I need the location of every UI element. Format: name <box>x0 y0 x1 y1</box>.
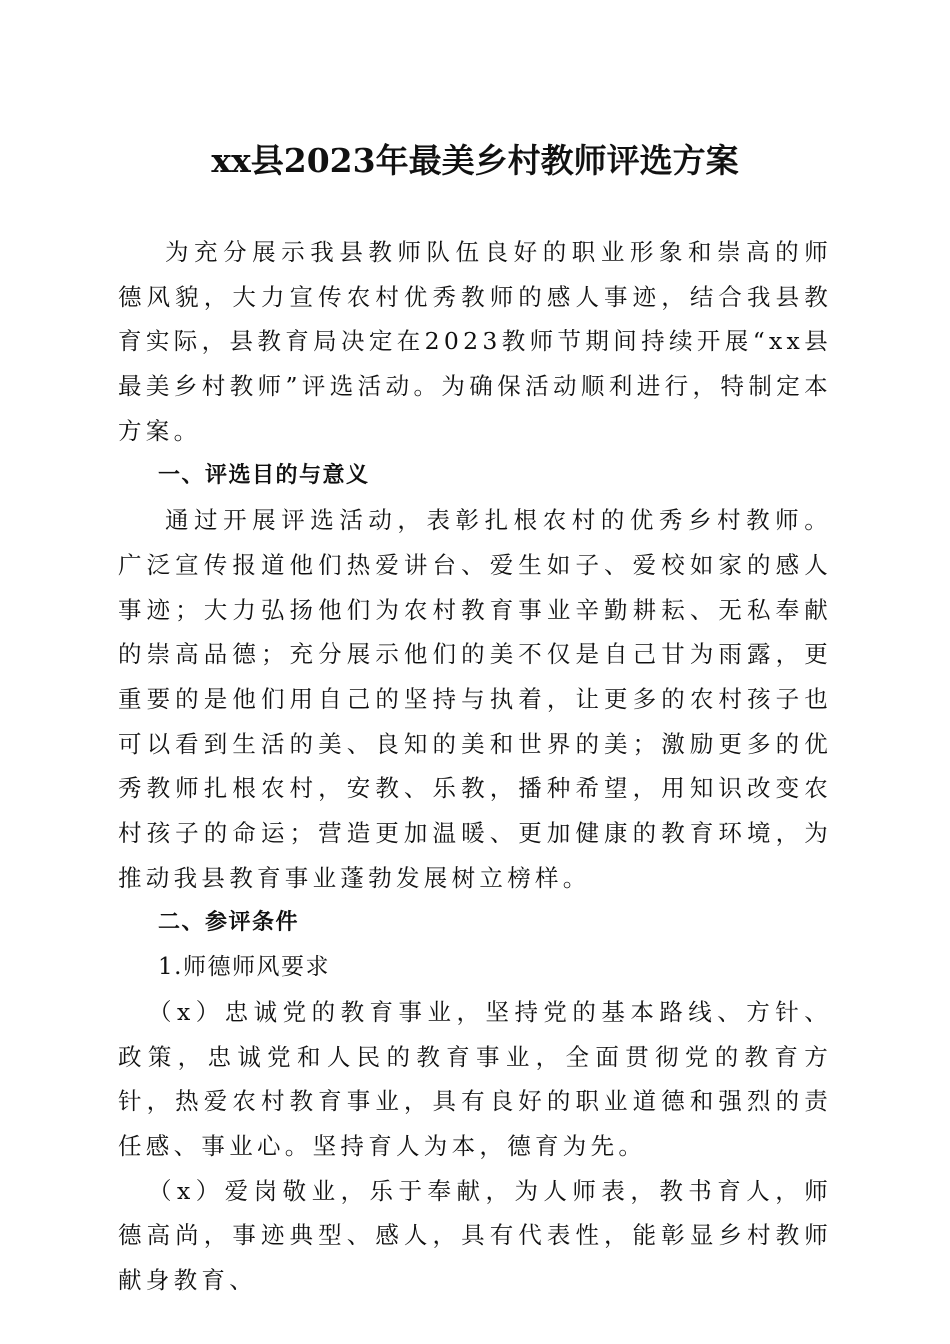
document-body <box>118 230 832 1303</box>
intro-paragraph: 为充分展示我县教师队伍良好的职业形象和崇高的师德风貌，大力宣传农村优秀教师的感人事迹，结合我县教育实际，县教育局决定在2023教师节期间持续开展“xx县最美乡村教师”评选活动。为确保活动顺利进行，特制定本方案。 <box>118 238 832 445</box>
section-heading-conditions: 二、参评条件 <box>158 909 300 935</box>
condition-item: （x）忠诚党的教育事业，坚持党的基本路线、方针、政策，忠诚党和人民的教育事业，全面贯彻党的教育方针，热爱农村教育事业，具有良好的职业道德和强烈的责任感、事业心。坚持育人为本，德育为先。 <box>118 997 832 1161</box>
section-heading-purpose: 一、评选目的与意义 <box>158 462 370 488</box>
subheading-ethics: 1.师德师风要求 <box>158 954 330 981</box>
condition-item: （x）爱岗敬业，乐于奉献，为人师表，教书育人，师德高尚，事迹典型、感人，具有代表性，能彰显乡村教师献身教育、 <box>118 1176 832 1295</box>
document-title: xx县2023年最美乡村教师评选方案 <box>211 141 739 180</box>
purpose-paragraph: 通过开展评选活动，表彰扎根农村的优秀乡村教师。广泛宣传报道他们热爱讲台、爱生如子、爱校如家的感人事迹；大力弘扬他们为农村教育事业辛勤耕耘、无私奉献的崇高品德；充分展示他们的美不仅是自己甘为雨露，更重要的是他们用自己的坚持与执着，让更多的农村孩子也可以看到生活的美、良知的美和世界的美；激励更多的优秀教师扎根农村，安教、乐教，播种希望，用知识改变农村孩子的命运；营造更加温暖、更加健康的教育环境，为推动我县教育事业蓬勃发展树立榜样。 <box>118 506 832 892</box>
